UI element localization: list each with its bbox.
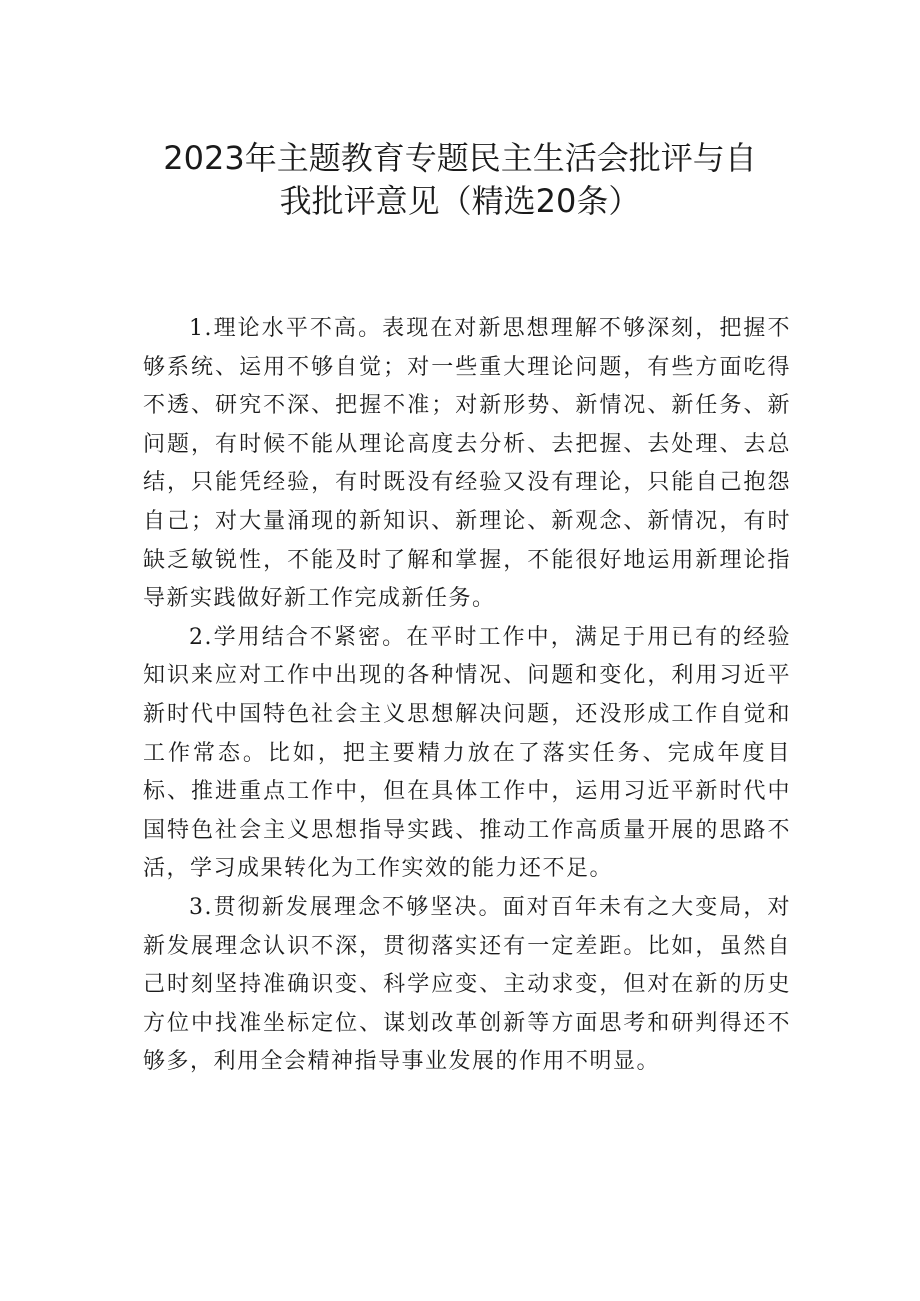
paragraph-1: 1.理论水平不高。表现在对新思想理解不够深刻，把握不够系统、运用不够自觉；对一些重大理论问题，有些方面吃得不透、研究不深、把握不准；对新形势、新情况、新任务、新问题，有时候不能从理论高度去分析、去把握、去处理、去总结，只能凭经验，有时既没有经验又没有理论，只能自己抱怨自己；对大量涌现的新知识、新理论、新观念、新情况，有时缺乏敏锐性，不能及时了解和掌握，不能很好地运用新理论指导新实践做好新工作完成新任务。	[143, 316, 791, 612]
document-body	[143, 310, 791, 1082]
document-title-line-1: 2023年主题教育专题民主生活会批评与自	[163, 139, 757, 177]
paragraph-3: 3.贯彻新发展理念不够坚决。面对百年未有之大变局，对新发展理念认识不深，贯彻落实还有一定差距。比如，虽然自己时刻坚持准确识变、科学应变、主动求变，但对在新的历史方位中找准坐标定位、谋划改革创新等方面思考和研判得还不够多，利用全会精神指导事业发展的作用不明显。	[143, 894, 791, 1075]
document-title-line-2: 我批评意见（精选20条）	[279, 182, 641, 220]
paragraph-2: 2.学用结合不紧密。在平时工作中，满足于用已有的经验知识来应对工作中出现的各种情况、问题和变化，利用习近平新时代中国特色社会主义思想解决问题，还没形成工作自觉和工作常态。比如，把主要精力放在了落实任务、完成年度目标、推进重点工作中，但在具体工作中，运用习近平新时代中国特色社会主义思想指导实践、推动工作高质量开展的思路不活，学习成果转化为工作实效的能力还不足。	[143, 624, 791, 882]
